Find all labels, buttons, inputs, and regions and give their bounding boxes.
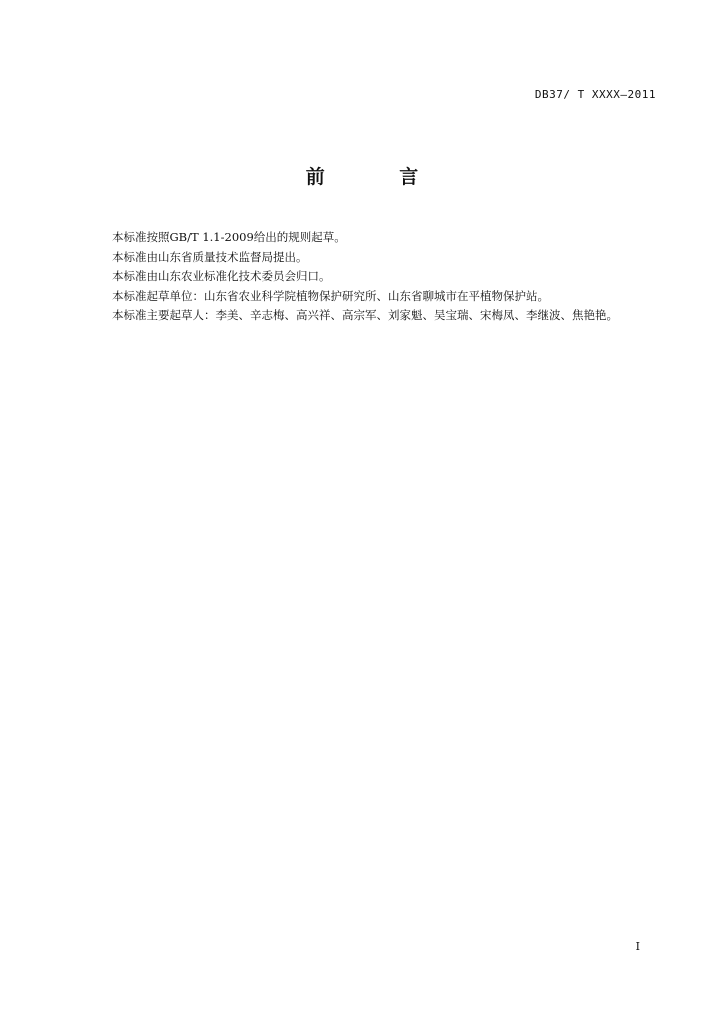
paragraph-drafters: 本标准主要起草人：李美、辛志梅、高兴祥、高宗军、刘家魁、吴宝瑞、宋梅凤、李继波、焦艳艳。 — [112, 308, 618, 322]
page-title: 前 言 — [305, 166, 453, 188]
foreword-body — [112, 228, 672, 326]
document-code: DB37/ T XXXX—2011 — [534, 88, 656, 101]
paragraph-drafting-units: 本标准起草单位：山东省农业科学院植物保护研究所、山东省聊城市在平植物保护站。 — [112, 288, 549, 303]
paragraph-centralized-unit: 本标准由山东农业标准化技术委员会归口。 — [112, 269, 331, 283]
page-number: I — [635, 940, 640, 953]
paragraph-drafting-rules: 本标准按照GB/T 1.1-2009给出的规则起草。 — [112, 230, 346, 244]
paragraph-proposer: 本标准由山东省质量技术监督局提出。 — [112, 249, 308, 264]
